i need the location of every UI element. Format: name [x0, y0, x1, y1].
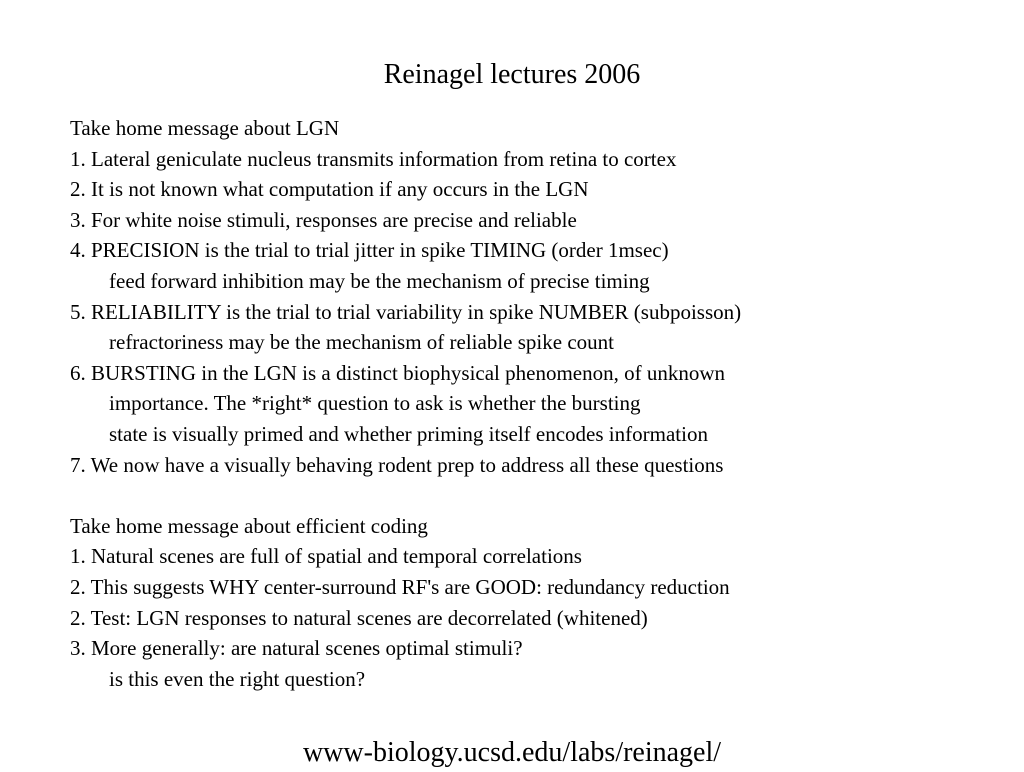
coding-item-3: 3. More generally: are natural scenes optimal stimuli? — [70, 636, 523, 661]
slide-body — [70, 113, 1010, 694]
coding-item-2: 2. This suggests WHY center-surround RF's are GOOD: redundancy reduction — [70, 574, 730, 599]
coding-item-1: 1. Natural scenes are full of spatial and temporal correlations — [70, 544, 582, 569]
lgn-item-2: 2. It is not known what computation if any occurs in the LGN — [70, 177, 589, 202]
lgn-item-6-continued-1: importance. The *right* question to ask is whether the bursting — [109, 391, 641, 416]
lgn-item-5-note: refractoriness may be the mechanism of reliable spike count — [109, 330, 614, 355]
coding-item-2-test: 2. Test: LGN responses to natural scenes are decorrelated (whitened) — [70, 605, 648, 630]
lgn-item-4: 4. PRECISION is the trial to trial jitter in spike TIMING (order 1msec) — [70, 238, 669, 263]
lgn-section-heading: Take home message about LGN — [70, 116, 340, 140]
lgn-item-1: 1. Lateral geniculate nucleus transmits information from retina to cortex — [70, 146, 677, 171]
lgn-item-5: 5. RELIABILITY is the trial to trial variability in spike NUMBER (subpoisson) — [70, 299, 742, 324]
coding-item-3-note: is this even the right question? — [109, 666, 366, 691]
slide-title: Reinagel lectures 2006 — [383, 59, 641, 90]
lgn-item-3: 3. For white noise stimuli, responses are precise and reliable — [70, 207, 577, 232]
lgn-item-7: 7. We now have a visually behaving rodent prep to address all these questions — [70, 452, 724, 477]
coding-section-heading: Take home message about efficient coding — [70, 513, 428, 538]
section-spacer — [70, 480, 1010, 511]
lgn-item-6-continued-2: state is visually primed and whether priming itself encodes information — [109, 421, 708, 446]
lgn-item-4-note: feed forward inhibition may be the mechanism of precise timing — [109, 268, 650, 293]
footer-url: www-biology.ucsd.edu/labs/reinagel/ — [302, 737, 722, 768]
lgn-item-6: 6. BURSTING in the LGN is a distinct biophysical phenomenon, of unknown — [70, 360, 726, 385]
